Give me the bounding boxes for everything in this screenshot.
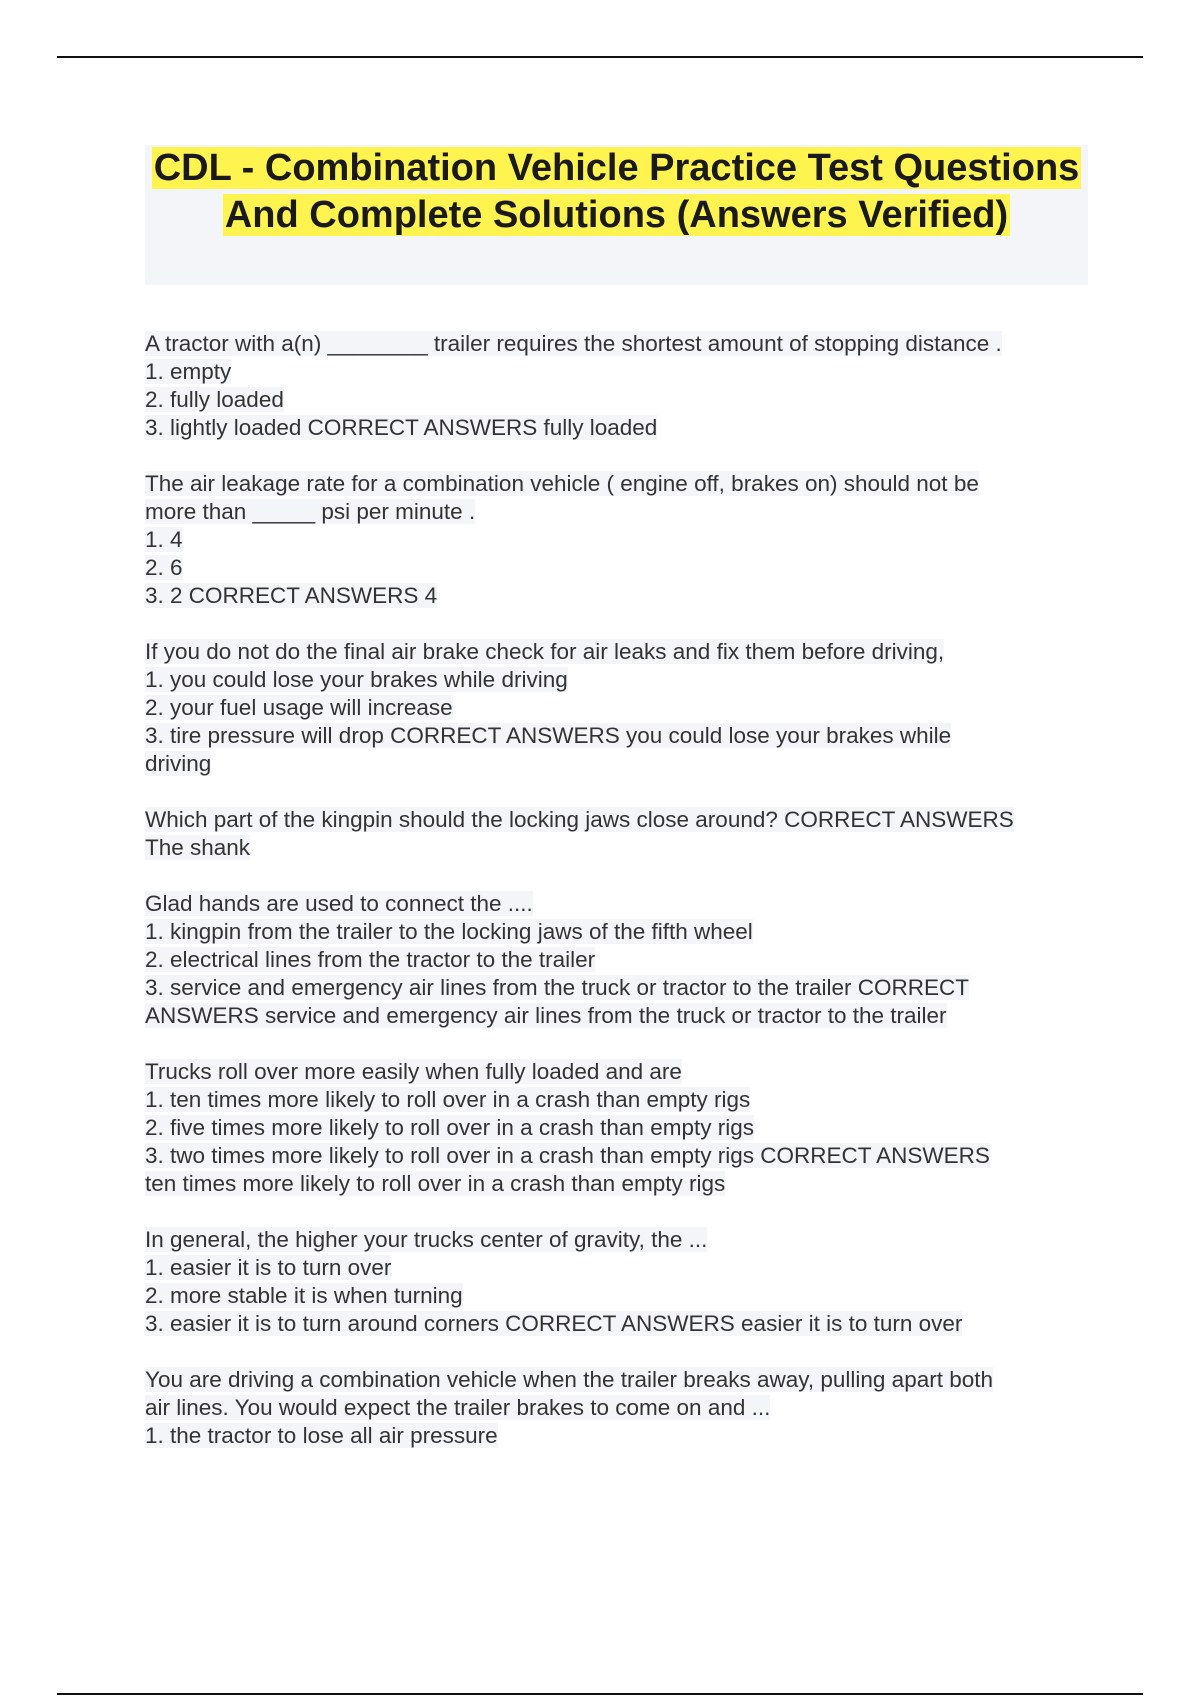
question-text bbox=[145, 330, 1090, 358]
question-line bbox=[145, 414, 1090, 442]
line-text: 2. more stable it is when turning bbox=[145, 1283, 463, 1308]
question-line bbox=[145, 554, 1090, 582]
question-text bbox=[145, 1366, 1090, 1394]
document-title-block bbox=[145, 145, 1088, 285]
question-line bbox=[145, 1086, 1090, 1114]
line-text: 1. ten times more likely to roll over in a crash than empty rigs bbox=[145, 1087, 751, 1112]
question-text bbox=[145, 806, 1090, 834]
line-text: Glad hands are used to connect the .... bbox=[145, 891, 533, 916]
question-block bbox=[145, 330, 1090, 442]
question-line bbox=[145, 358, 1090, 386]
question-line bbox=[145, 722, 1090, 750]
question-line bbox=[145, 1170, 1090, 1198]
question-line bbox=[145, 1282, 1090, 1310]
question-text bbox=[145, 1058, 1090, 1086]
line-text: driving bbox=[145, 751, 212, 776]
question-line bbox=[145, 918, 1090, 946]
line-text: more than _____ psi per minute . bbox=[145, 499, 476, 524]
question-line bbox=[145, 834, 1090, 862]
line-text: 1. the tractor to lose all air pressure bbox=[145, 1423, 498, 1448]
line-text: 3. 2 CORRECT ANSWERS 4 bbox=[145, 583, 438, 608]
bottom-rule bbox=[57, 1693, 1143, 1695]
question-text bbox=[145, 638, 1090, 666]
line-text: In general, the higher your trucks center of gravity, the ... bbox=[145, 1227, 708, 1252]
line-text: 1. easier it is to turn over bbox=[145, 1255, 392, 1280]
question-line bbox=[145, 1002, 1090, 1030]
line-text: 2. five times more likely to roll over in a crash than empty rigs bbox=[145, 1115, 754, 1140]
line-text: 2. fully loaded bbox=[145, 387, 284, 412]
line-text: 1. kingpin from the trailer to the locking jaws of the fifth wheel bbox=[145, 919, 753, 944]
line-text: 3. tire pressure will drop CORRECT ANSWERS you could lose your brakes while bbox=[145, 723, 952, 748]
line-text: air lines. You would expect the trailer brakes to come on and ... bbox=[145, 1395, 771, 1420]
question-text bbox=[145, 470, 1090, 498]
document-title: CDL - Combination Vehicle Practice Test Questions And Complete Solutions (Answers Verified) bbox=[153, 147, 1080, 236]
question-line bbox=[145, 526, 1090, 554]
line-text: 2. 6 bbox=[145, 555, 183, 580]
line-text: 1. 4 bbox=[145, 527, 183, 552]
question-text bbox=[145, 1226, 1090, 1254]
question-line bbox=[145, 1254, 1090, 1282]
line-text: 2. electrical lines from the tractor to the trailer bbox=[145, 947, 596, 972]
question-block bbox=[145, 890, 1090, 1030]
line-text: 1. you could lose your brakes while driving bbox=[145, 667, 568, 692]
line-text: 2. your fuel usage will increase bbox=[145, 695, 453, 720]
question-block bbox=[145, 1366, 1090, 1450]
question-line bbox=[145, 498, 1090, 526]
line-text: The shank bbox=[145, 835, 251, 860]
line-text: 1. empty bbox=[145, 359, 232, 384]
line-text: 3. two times more likely to roll over in a crash than empty rigs CORRECT ANSWERS bbox=[145, 1143, 990, 1168]
question-block bbox=[145, 1058, 1090, 1198]
line-text: ANSWERS service and emergency air lines from the truck or tractor to the trailer bbox=[145, 1003, 947, 1028]
line-text: 3. lightly loaded CORRECT ANSWERS fully loaded bbox=[145, 415, 658, 440]
question-block bbox=[145, 470, 1090, 610]
line-text: You are driving a combination vehicle when the trailer breaks away, pulling apart both bbox=[145, 1367, 994, 1392]
top-rule bbox=[57, 56, 1143, 58]
question-line bbox=[145, 666, 1090, 694]
line-text: If you do not do the final air brake check for air leaks and fix them before driving, bbox=[145, 639, 945, 664]
question-line bbox=[145, 582, 1090, 610]
question-line bbox=[145, 946, 1090, 974]
line-text: ten times more likely to roll over in a crash than empty rigs bbox=[145, 1171, 726, 1196]
line-text: Trucks roll over more easily when fully loaded and are bbox=[145, 1059, 682, 1084]
question-line bbox=[145, 386, 1090, 414]
line-text: A tractor with a(n) ________ trailer requires the shortest amount of stopping distance . bbox=[145, 331, 1002, 356]
line-text: 3. service and emergency air lines from the truck or tractor to the trailer CORRECT bbox=[145, 975, 970, 1000]
line-text: The air leakage rate for a combination vehicle ( engine off, brakes on) should not be bbox=[145, 471, 979, 496]
question-line bbox=[145, 1422, 1090, 1450]
line-text: 3. easier it is to turn around corners CORRECT ANSWERS easier it is to turn over bbox=[145, 1311, 963, 1336]
question-block bbox=[145, 1226, 1090, 1338]
questions-list bbox=[145, 330, 1090, 1478]
question-line bbox=[145, 1310, 1090, 1338]
line-text: Which part of the kingpin should the locking jaws close around? CORRECT ANSWERS bbox=[145, 807, 1014, 832]
question-line bbox=[145, 974, 1090, 1002]
question-line bbox=[145, 694, 1090, 722]
question-line bbox=[145, 750, 1090, 778]
question-block bbox=[145, 806, 1090, 862]
question-block bbox=[145, 638, 1090, 778]
question-line bbox=[145, 1114, 1090, 1142]
question-text bbox=[145, 890, 1090, 918]
question-line bbox=[145, 1394, 1090, 1422]
question-line bbox=[145, 1142, 1090, 1170]
